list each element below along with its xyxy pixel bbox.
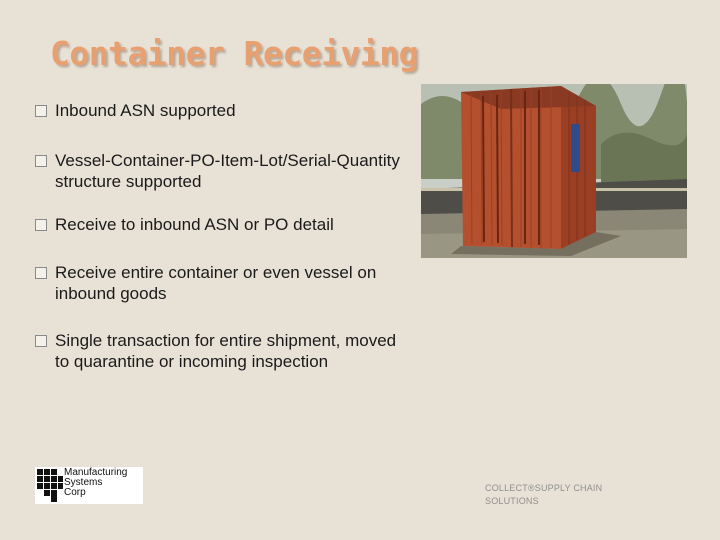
bullet-item [35, 262, 415, 304]
logo-line: Systems [64, 477, 103, 488]
bullet-text: Single transaction for entire shipment, moved to quarantine or incoming inspection [55, 331, 397, 371]
bullet-text: Receive entire container or even vessel on inbound goods [55, 263, 377, 303]
logo-text [64, 468, 127, 498]
checkbox-square-icon [35, 155, 47, 167]
slide-title: Container Receiving [50, 34, 418, 73]
bullet-item [35, 150, 415, 192]
logo-line: Corp [64, 487, 86, 498]
bullet-item [35, 214, 334, 235]
bullet-item [35, 330, 415, 372]
footer-line: SOLUTIONS [485, 496, 539, 506]
shipping-container-image [421, 84, 687, 258]
checkbox-square-icon [35, 267, 47, 279]
company-logo [35, 467, 143, 504]
checkbox-square-icon [35, 105, 47, 117]
checkbox-square-icon [35, 219, 47, 231]
bullet-item [35, 100, 236, 121]
container-photo [421, 84, 687, 258]
bullet-text: Vessel-Container-PO-Item-Lot/Serial-Quantity structure supported [55, 151, 400, 191]
logo-line: Manufacturing [64, 467, 128, 478]
bullet-text: Inbound ASN supported [55, 101, 236, 120]
footer-brand [485, 482, 602, 508]
bullet-text: Receive to inbound ASN or PO detail [55, 215, 334, 234]
checkbox-square-icon [35, 335, 47, 347]
logo-grid-icon [37, 469, 63, 502]
footer-line: COLLECT®SUPPLY CHAIN [485, 483, 603, 493]
